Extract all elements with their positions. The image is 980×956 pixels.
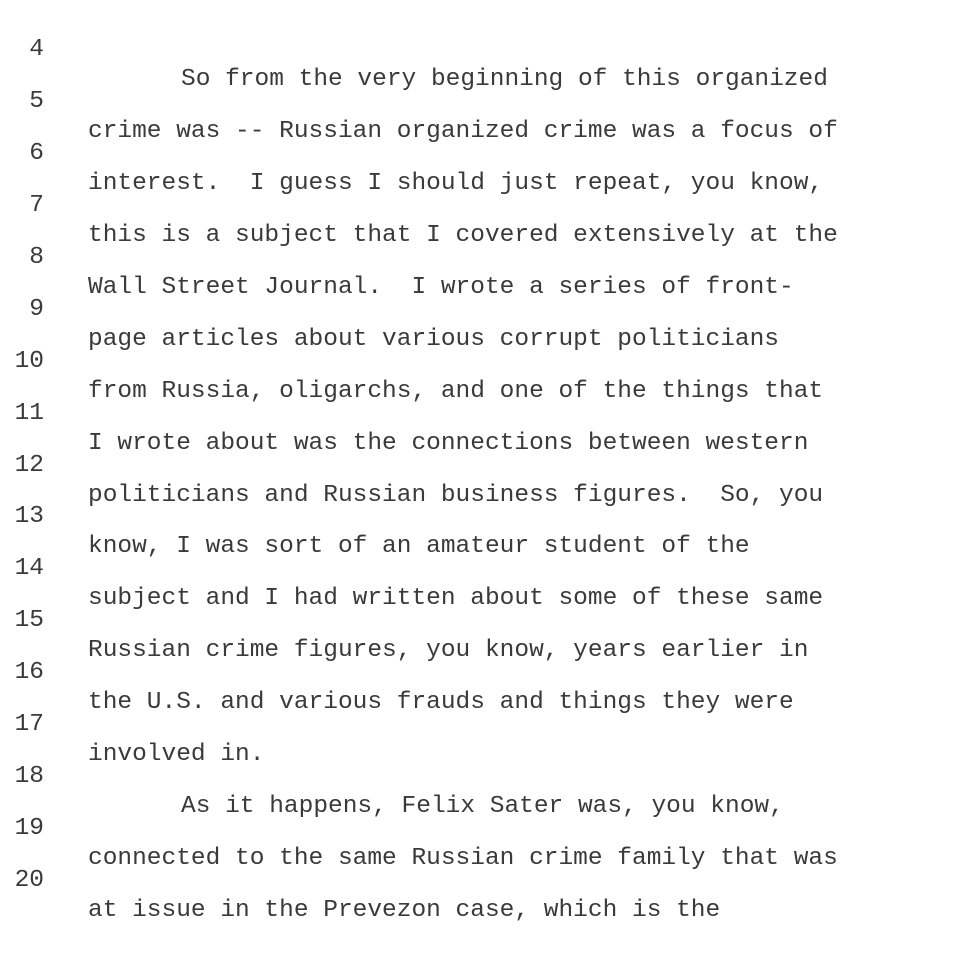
line-text: interest. I guess I should just repeat, you know, <box>88 170 824 197</box>
line-text: from Russia, oligarchs, and one of the things that <box>88 378 824 405</box>
transcript-line <box>0 5 980 93</box>
transcript-line <box>0 680 980 768</box>
transcript-line <box>0 732 980 820</box>
transcript-line <box>0 213 980 301</box>
line-number: 4 <box>29 36 44 63</box>
line-text: Wall Street Journal. I wrote a series of front- <box>88 274 794 301</box>
transcript-line <box>0 576 980 664</box>
line-number: 5 <box>29 88 44 115</box>
line-text: at issue in the Prevezon case, which is the <box>88 897 721 924</box>
transcript-line <box>0 836 980 924</box>
line-text: subject and I had written about some of these same <box>88 585 824 612</box>
line-text: Russian crime figures, you know, years earlier in <box>88 637 809 664</box>
line-number: 11 <box>14 400 44 427</box>
line-number: 14 <box>14 555 44 582</box>
line-text: I wrote about was the connections between western <box>88 430 809 457</box>
line-number: 19 <box>14 815 44 842</box>
line-number: 9 <box>29 296 44 323</box>
line-text: the U.S. and various frauds and things they were <box>88 689 794 716</box>
line-text: connected to the same Russian crime family that was <box>88 845 838 872</box>
line-text: As it happens, Felix Sater was, you know, <box>181 793 784 820</box>
transcript-line <box>0 57 980 145</box>
line-number: 20 <box>14 867 44 894</box>
line-number: 18 <box>14 763 44 790</box>
line-number: 8 <box>29 244 44 271</box>
transcript-line <box>0 161 980 249</box>
transcript-line <box>0 109 980 197</box>
line-number: 12 <box>14 452 44 479</box>
line-text: know, I was sort of an amateur student of the <box>88 533 750 560</box>
line-number: 10 <box>14 348 44 375</box>
line-number: 17 <box>14 711 44 738</box>
line-text: politicians and Russian business figures. So, you <box>88 482 824 509</box>
line-number: 13 <box>14 503 44 530</box>
transcript-line <box>0 369 980 457</box>
line-number: 7 <box>29 192 44 219</box>
transcript-line <box>0 784 980 872</box>
transcript-line <box>0 421 980 509</box>
transcript-line <box>0 265 980 353</box>
line-text: crime was -- Russian organized crime was a focus of <box>88 118 838 145</box>
transcript-line <box>0 317 980 405</box>
transcript-line <box>0 628 980 716</box>
line-text: page articles about various corrupt politicians <box>88 326 780 353</box>
line-number: 15 <box>14 607 44 634</box>
line-number: 16 <box>14 659 44 686</box>
line-text: So from the very beginning of this organized <box>181 66 828 93</box>
line-text: involved in. <box>88 741 265 768</box>
line-text: this is a subject that I covered extensively at the <box>88 222 838 249</box>
transcript-line <box>0 472 980 560</box>
line-number: 6 <box>29 140 44 167</box>
transcript-line <box>0 524 980 612</box>
